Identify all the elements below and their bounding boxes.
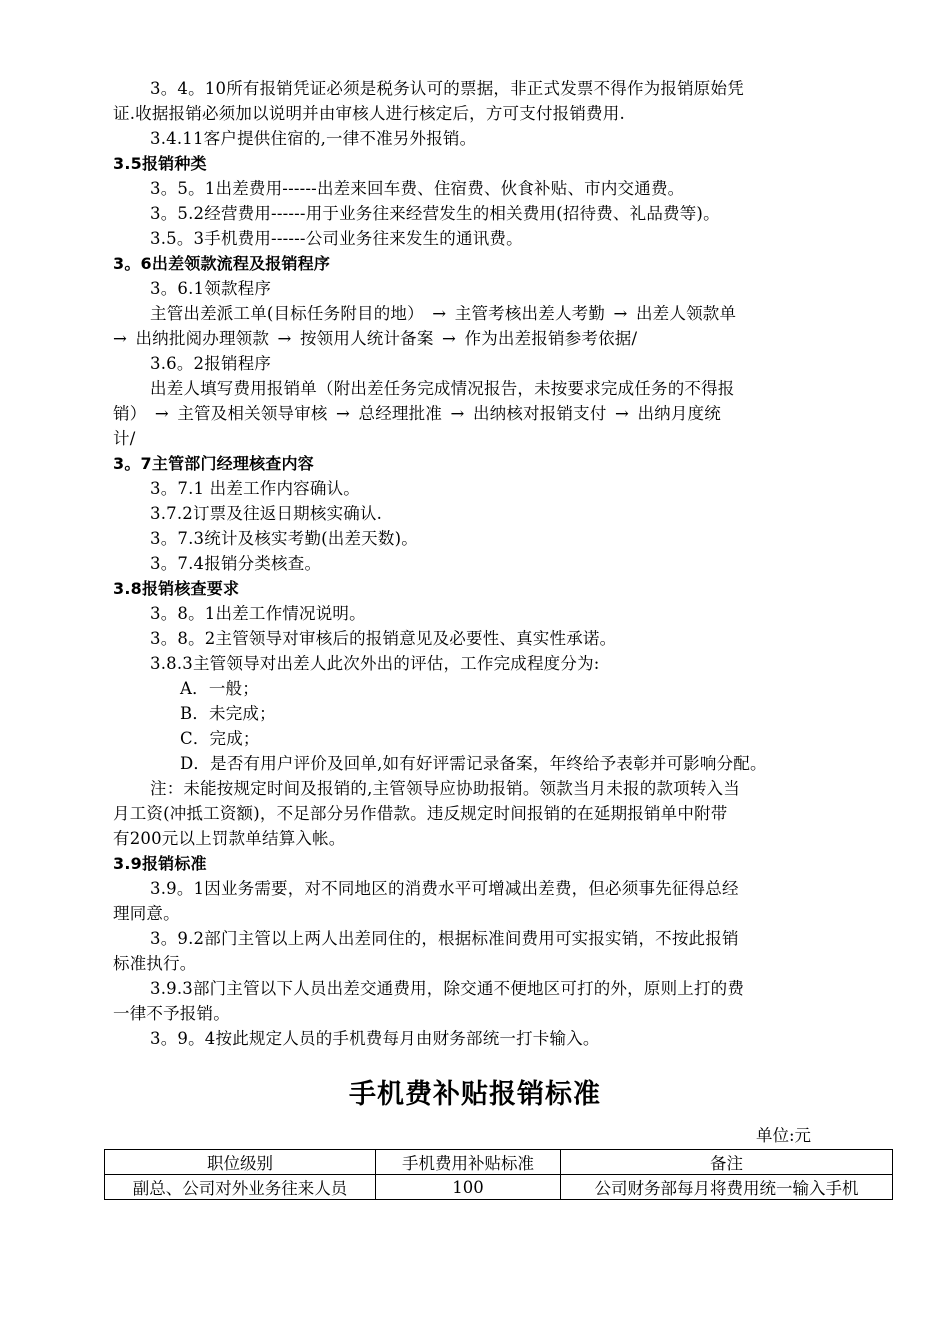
document-title: 手机费补贴报销标准 (349, 1079, 601, 1110)
cell-remark: 公司财务部每月将费用统一输入手机 (561, 1175, 893, 1200)
column-header-remark: 备注 (561, 1150, 893, 1175)
body-text-line: 3.8.3主管领导对出差人此次外出的评估，工作完成程度分为: (150, 654, 600, 673)
body-text-line: 有200元以上罚款单结算入帐。 (113, 829, 346, 848)
body-text-line: 3.7.2订票及往返日期核实确认. (150, 504, 383, 523)
section-heading: 3.5报销种类 (113, 154, 207, 173)
body-text-line: 证.收据报销必须加以说明并由审核人进行核定后，方可支付报销费用. (113, 104, 625, 123)
body-text-line: 3。8。2主管领导对审核后的报销意见及必要性、真实性承诺。 (150, 629, 617, 648)
table-header-row (105, 1150, 893, 1175)
body-text-line: 理同意。 (113, 904, 180, 923)
section-heading: 3。7主管部门经理核查内容 (113, 454, 314, 473)
body-text-line: 3。7.3统计及核实考勤(出差天数)。 (150, 529, 418, 548)
body-text-line: 3。7.1 出差工作内容确认。 (150, 479, 360, 498)
body-text-line: 3。9。4按此规定人员的手机费每月由财务部统一打卡输入。 (150, 1029, 600, 1048)
body-text-line: A．一般； (180, 679, 259, 698)
section-heading: 3.8报销核查要求 (113, 579, 240, 598)
body-text-line: 计/ (113, 429, 136, 448)
body-text-line: 3。8。1出差工作情况说明。 (150, 604, 366, 623)
cell-position: 副总、公司对外业务往来人员 (105, 1175, 376, 1200)
body-text-line: 标准执行。 (113, 954, 197, 973)
body-text-line: C．完成； (180, 729, 260, 748)
body-text-line: 主管出差派工单(目标任务附目的地） → 主管考核出差人考勤 → 出差人领款单 (150, 304, 737, 323)
body-text-line: B．未完成； (180, 704, 276, 723)
section-heading: 3。6出差领款流程及报销程序 (113, 254, 331, 273)
subsidy-table (104, 1149, 893, 1200)
body-text-line: 3。6.1领款程序 (150, 279, 272, 298)
body-text-line: 3.4.11客户提供住宿的,一律不准另外报销。 (150, 129, 477, 148)
body-text-line: → 出纳批阅办理领款 → 按领用人统计备案 → 作为出差报销参考依据/ (113, 329, 638, 348)
cell-standard: 100 (376, 1175, 561, 1200)
section-heading: 3.9报销标准 (113, 854, 207, 873)
body-text-line: 一律不予报销。 (113, 1004, 230, 1023)
body-text-line: 3。5.2经营费用------用于业务往来经营发生的相关费用(招待费、礼品费等)。 (150, 204, 720, 223)
body-text-line: 月工资(冲抵工资额)，不足部分另作借款。违反规定时间报销的在延期报销单中附带 (113, 804, 728, 823)
body-text-line: 注：未能按规定时间及报销的,主管领导应协助报销。领款当月未报的款项转入当 (150, 779, 740, 798)
body-text-line: 3。4。10所有报销凭证必须是税务认可的票据，非正式发票不得作为报销原始凭 (150, 79, 744, 98)
body-text-line: 3.6。2报销程序 (150, 354, 272, 373)
body-text-line: 3。5。1出差费用------出差来回车费、住宿费、伙食补贴、市内交通费。 (150, 179, 685, 198)
column-header-position: 职位级别 (105, 1150, 376, 1175)
body-text-line: 出差人填写费用报销单（附出差任务完成情况报告，未按要求完成任务的不得报 (150, 379, 735, 398)
table-row (105, 1175, 893, 1200)
body-text-line: 3.9.3部门主管以下人员出差交通费用，除交通不便地区可打的外，原则上打的费 (150, 979, 745, 998)
body-text-line: 3。9.2部门主管以上两人出差同住的，根据标准间费用可实报实销，不按此报销 (150, 929, 739, 948)
body-text-line: D．是否有用户评价及回单,如有好评需记录备案，年终给予表彰并可影响分配。 (180, 754, 767, 773)
body-text-line: 销） → 主管及相关领导审核 → 总经理批准 → 出纳核对报销支付 → 出纳月度统 (113, 404, 721, 423)
column-header-standard: 手机费用补贴标准 (376, 1150, 561, 1175)
unit-label: 单位:元 (756, 1126, 812, 1145)
body-text-line: 3.5。3手机费用------公司业务往来发生的通讯费。 (150, 229, 523, 248)
body-text-line: 3。7.4报销分类核查。 (150, 554, 322, 573)
body-text-line: 3.9。1因业务需要，对不同地区的消费水平可增减出差费，但必须事先征得总经 (150, 879, 739, 898)
